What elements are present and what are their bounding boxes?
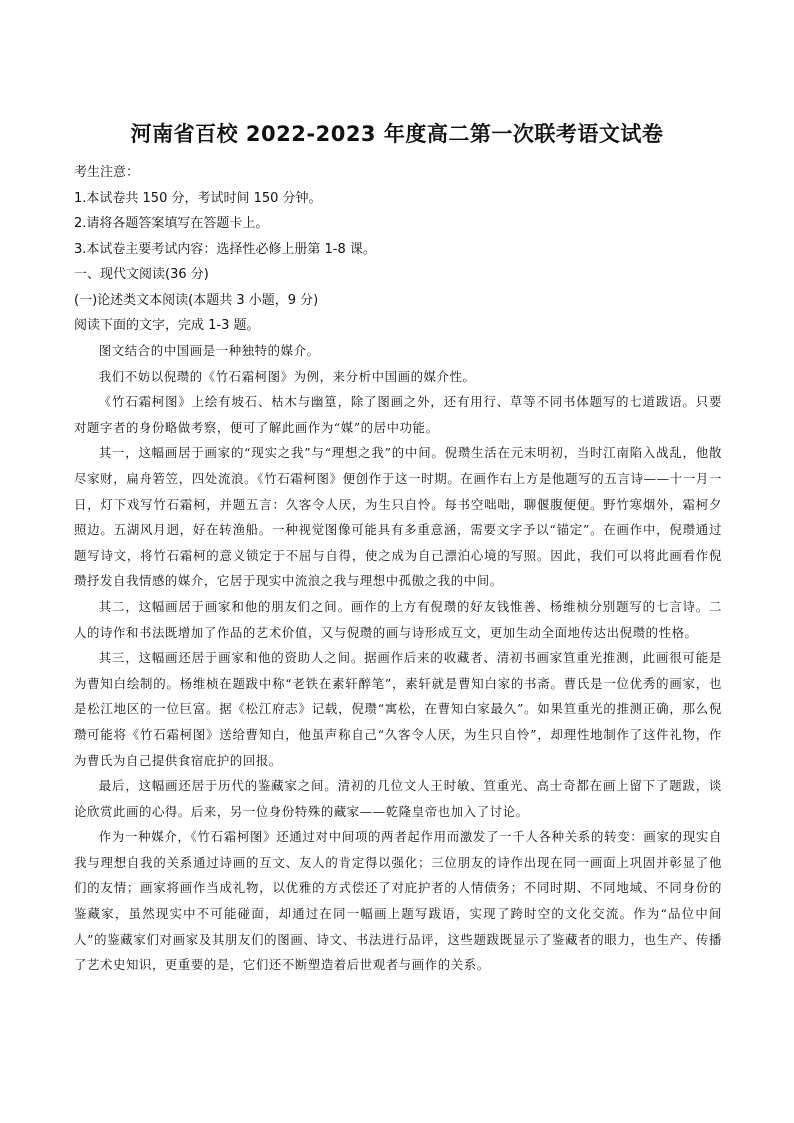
notice-item: 1.本试卷共 150 分，考试时间 150 分钟。 [74, 190, 322, 206]
passage-paragraph: 图文结合的中国画是一种独特的媒介。 [98, 343, 320, 358]
exam-title: 河南省百校 2022-2023 年度高二第一次联考语文试卷 [130, 122, 664, 146]
passage-paragraph: 其一，这幅画居于画家的“现实之我”与“理想之我”的中间。倪瓒生活在元末明初，当时江南陷入战乱，他散尽家财，扁舟箬笠，四处流浪。《竹石霜柯图》便创作于这一时期。在画作右上方是他题写的五言诗——十一月一日，灯下戏写竹石霜柯，并题五言：久客令人厌，为生只自怜。每书空咄咄，聊偃腹便便。野竹寒烟外，霜柯夕照边。五湖风月迥，好在转渔船。一种视觉图像可能具有多重意涵，需要文字予以“锚定”。在画作中，倪瓒通过题写诗文，将竹石霜柯的意义锁定于不屈与自得，使之成为自己漂泊心境的写照。因此，我们可以将此画看作倪瓒抒发自我情感的媒介，它居于现实中流浪之我与理想中孤傲之我的中间。 [74, 445, 722, 589]
notice-heading: 考生注意： [74, 165, 140, 180]
reading-instruction: 阅读下面的文字，完成 1-3 题。 [74, 318, 260, 333]
exam-instructions [74, 160, 734, 339]
passage-paragraph: 我们不妨以倪瓒的《竹石霜柯图》为例，来分析中国画的媒介性。 [98, 368, 476, 384]
passage-paragraph: 其三，这幅画还居于画家和他的资助人之间。据画作后来的收藏者、清初书画家笪重光推测，此画很可能是为曹知白绘制的。杨维桢在题跋中称“老铁在素轩醉笔”，素轩就是曹知白家的书斋。曹氏是一位优秀的画家，也是松江地区的一位巨富。据《松江府志》记载，倪瓒“寓松，在曹知白家最久”。如果笪重光的推测正确，那么倪瓒可能将《竹石霜柯图》送给曹知白，他虽声称自己“久客令人厌，为生只自怜”，却理性地制作了这件礼物，作为曹氏为自己提供食宿庇护的回报。 [74, 650, 722, 768]
notice-item: 3.本试卷主要考试内容：选择性必修上册第 1-8 课。 [74, 241, 376, 257]
passage-paragraph: 其二，这幅画居于画家和他的朋友们之间。画作的上方有倪瓒的好友钱惟善、杨维桢分别题写的七言诗。二人的诗作和书法既增加了作品的艺术价值，又与倪瓒的画与诗形成互文，更加生动全面地传达出倪瓒的性格。 [74, 598, 722, 640]
subsection-heading: (一)论述类文本阅读(本题共 3 小题，9 分) [74, 292, 319, 308]
passage-paragraph: 最后，这幅画还居于历代的鉴藏家之间。清初的几位文人王时敏、笪重光、高士奇都在画上留下了题跋，谈论欣赏此画的心得。后来，另一位身份特殊的藏家——乾隆皇帝也加入了讨论。 [74, 778, 722, 819]
section-heading: 一、现代文阅读(36 分) [74, 267, 209, 282]
passage-paragraph: 《竹石霜柯图》上绘有坡石、枯木与幽篁，除了图画之外，还有用行、草等不同书体题写的七道跋语。只要对题字者的身份略做考察，便可了解此画作为“媒”的居中功能。 [74, 394, 722, 435]
passage-paragraph: 作为一种媒介，《竹石霜柯图》还通过对中间项的两者起作用而激发了一千人各种关系的转变：画家的现实自我与理想自我的关系通过诗画的互文、友人的肯定得以强化；三位朋友的诗作出现在同一画面上巩固并彰显了他们的友情；画家将画作当成礼物，以优雅的方式偿还了对庇护者的人情债务；不同时期、不同地域、不同身份的鉴藏家，虽然现实中不可能碰面，却通过在同一幅画上题写跋语，实现了跨时空的文化交流。作为“品位中间人”的鉴藏家们对画家及其朋友们的图画、诗文、书法进行品评，这些题跋既显示了鉴藏者的眼力，也生产、传播了艺术史知识，更重要的是，它们还不断塑造着后世观者与画作的关系。 [74, 829, 722, 973]
reading-passage [74, 338, 722, 978]
notice-item: 2.请将各题答案填写在答题卡上。 [74, 216, 269, 231]
